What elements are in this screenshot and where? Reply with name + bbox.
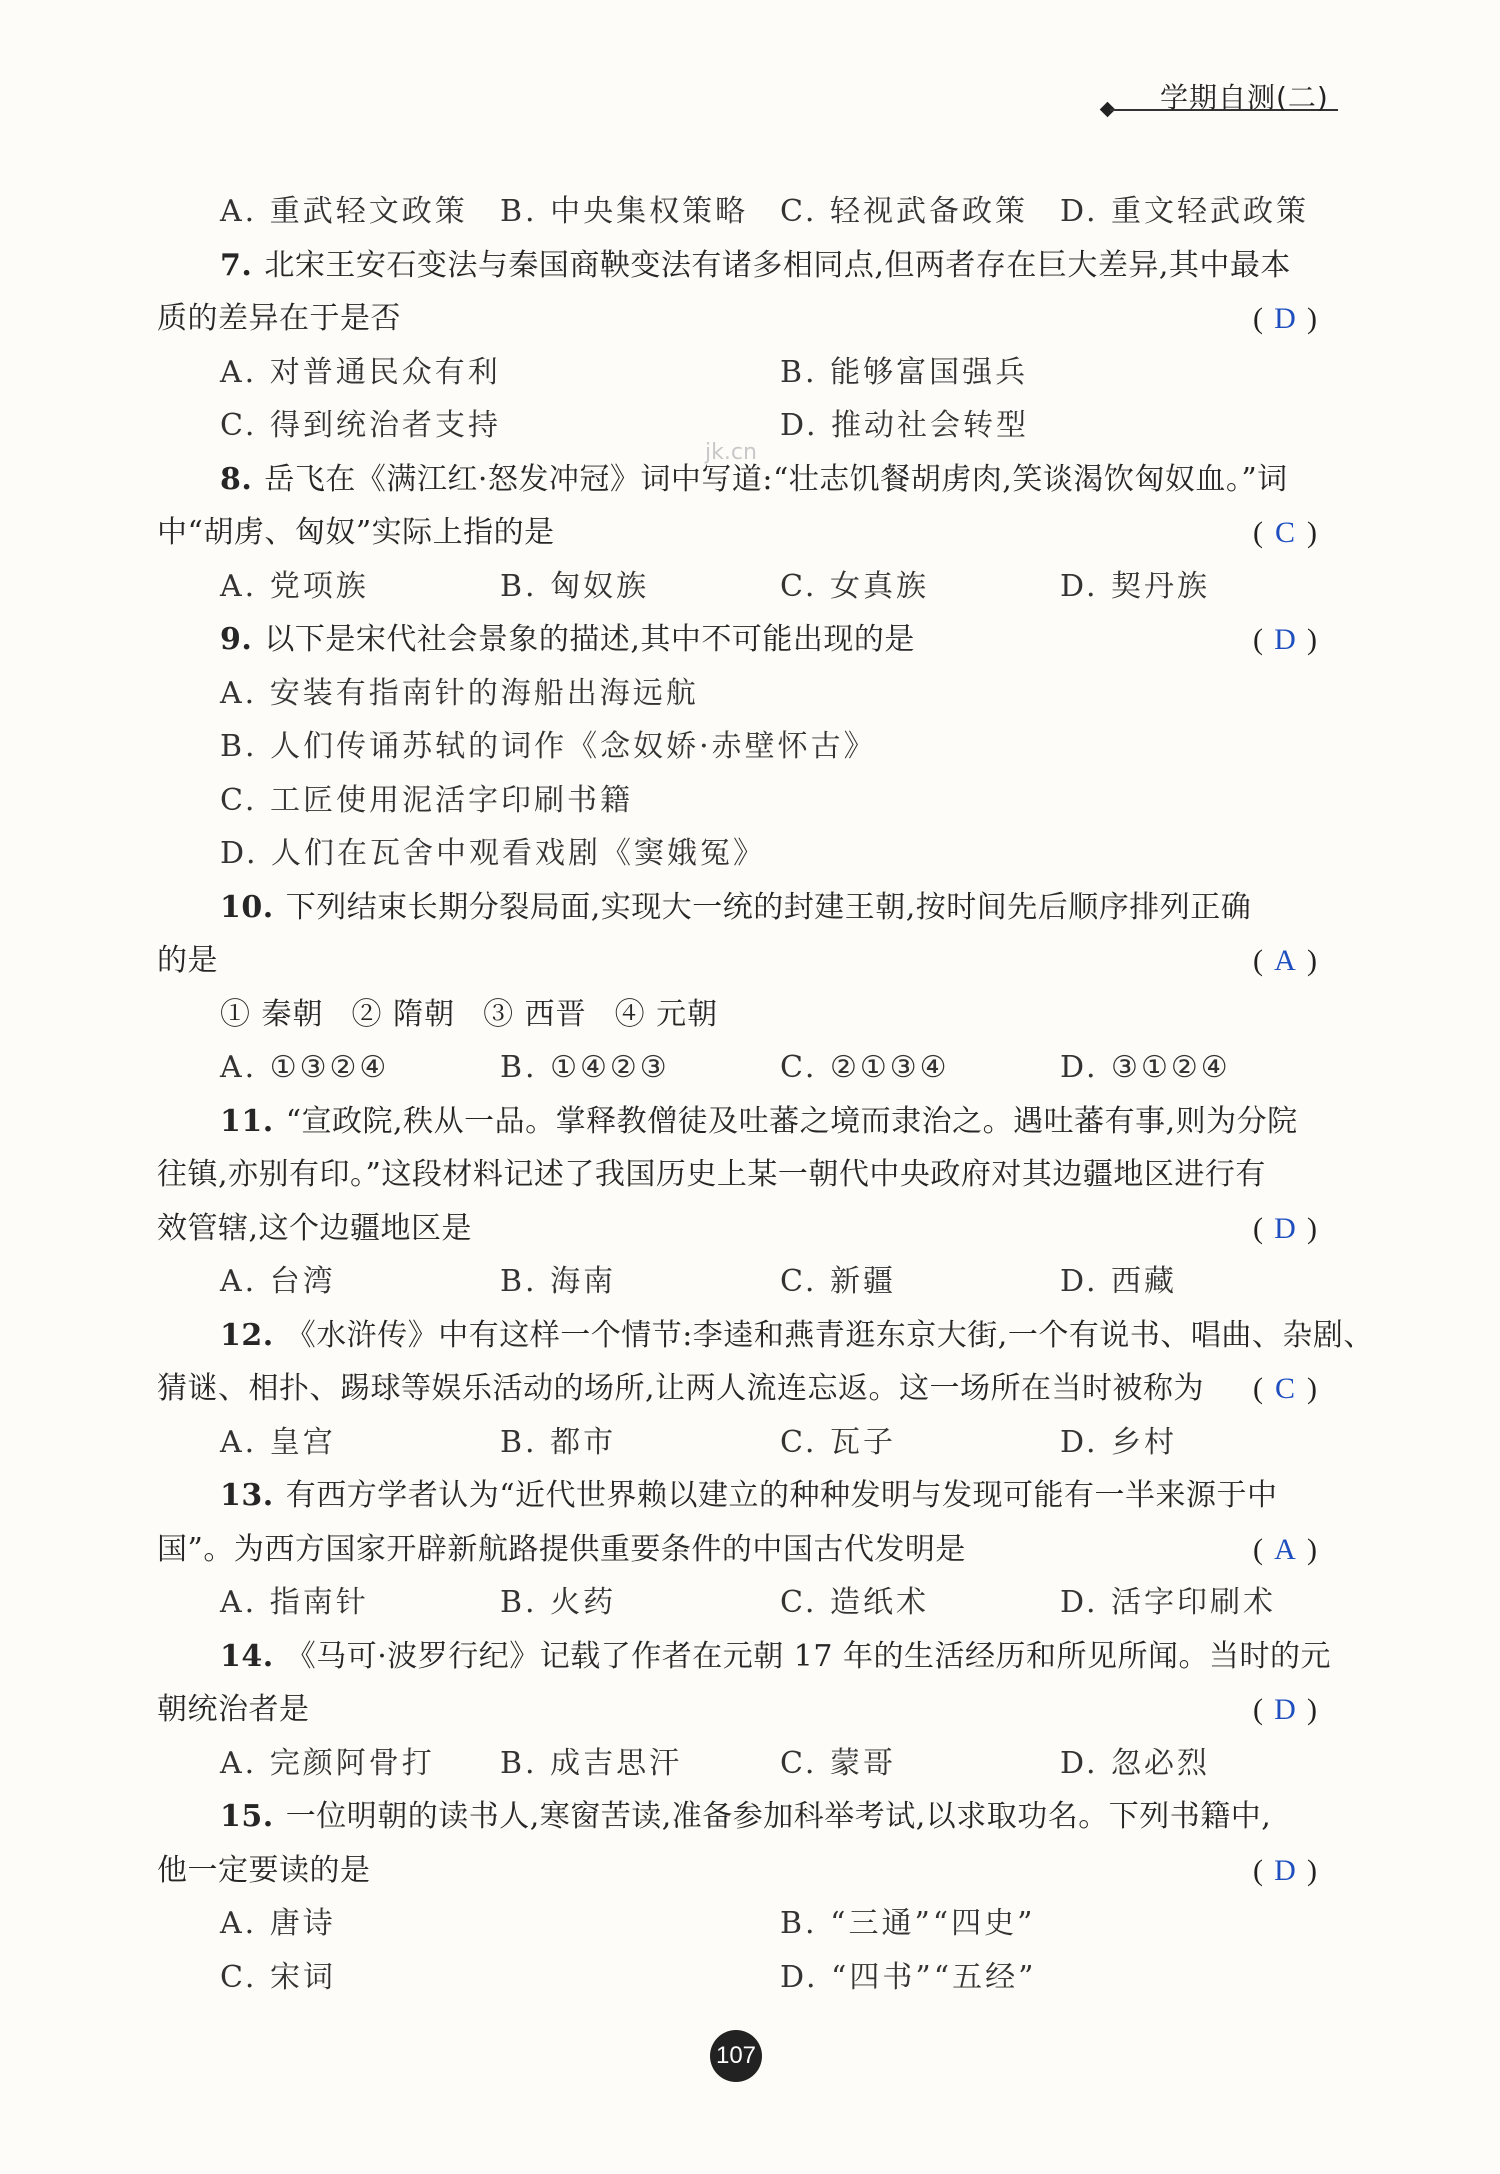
question-text: 北宋王安石变法与秦国商鞅变法有诸多相同点,但两者存在巨大差异,其中最本	[264, 247, 1291, 283]
question-text: 有西方学者认为“近代世界赖以建立的种种发明与发现可能有一半来源于中	[285, 1478, 1278, 1513]
answer-bracket: ( A )	[1253, 934, 1317, 988]
question-text: “宣政院,秩从一品。掌释教僧徒及吐蕃之境而隶治之。遇吐蕃有事,则为分院	[285, 1103, 1298, 1139]
answer-bracket: ( A )	[1253, 1523, 1317, 1577]
option-row	[157, 560, 1317, 614]
option: C. 造纸术	[780, 1585, 929, 1620]
option: B. 能够富国强兵	[780, 354, 1029, 390]
page-header	[1100, 74, 1340, 124]
question-text: 朝统治者是	[157, 1692, 310, 1727]
question-text: 的是	[157, 943, 218, 978]
watermark: jk.cn	[705, 440, 757, 465]
question-10	[157, 881, 1317, 935]
option: D. 活字印刷术	[1060, 1585, 1277, 1620]
option: A. 对普通民众有利	[220, 354, 501, 390]
option-row	[157, 1255, 1317, 1309]
answer-bracket: ( C )	[1253, 1362, 1317, 1416]
question-text-line	[157, 1202, 1317, 1256]
option: C. 女真族	[780, 568, 929, 604]
question-text: 质的差异在于是否	[157, 301, 401, 336]
option: D. “四书”“五经”	[780, 1959, 1037, 1995]
question-number: 13.	[220, 1478, 274, 1513]
answer-bracket: ( D )	[1253, 1683, 1317, 1737]
question-9	[157, 613, 1317, 667]
question-text: 效管辖,这个边疆地区是	[157, 1210, 473, 1246]
question-text: 国”。为西方国家开辟新航路提供重要条件的中国古代发明是	[157, 1531, 966, 1567]
option-row	[157, 720, 1317, 774]
option: C. 蒙哥	[780, 1745, 896, 1781]
answer-letter: D	[1274, 302, 1296, 335]
option: D. 忽必烈	[1060, 1745, 1211, 1781]
question-8	[157, 453, 1317, 507]
option: A. 唐诗	[220, 1906, 336, 1941]
option-row	[157, 1416, 1317, 1470]
option: C. 工匠使用泥活字印刷书籍	[220, 782, 633, 818]
option: A. 完颜阿骨打	[220, 1745, 435, 1781]
answer-letter: D	[1274, 623, 1296, 656]
question-text: 《水浒传》中有这样一个情节:李逵和燕青逛东京大街,一个有说书、唱曲、杂剧、	[285, 1317, 1374, 1353]
option-row	[157, 1951, 1317, 2005]
question-number: 10.	[220, 889, 274, 925]
answer-letter: A	[1274, 944, 1296, 977]
question-text: 《马可·波罗行纪》记载了作者在元朝 17 年的生活经历和所见所闻。当时的元	[285, 1638, 1331, 1674]
option-row	[157, 827, 1317, 881]
option-row	[157, 774, 1317, 828]
option: C. 宋词	[220, 1959, 336, 1995]
option: C. 轻视武备政策	[780, 194, 1028, 229]
question-text-line	[157, 1523, 1317, 1577]
option: A. ①③②④	[220, 1050, 390, 1085]
question-text: 他一定要读的是	[157, 1852, 371, 1888]
question-text: 岳飞在《满江红·怒发冲冠》词中写道:“壮志饥餐胡虏肉,笑谈渴饮匈奴血。”词	[264, 461, 1288, 497]
answer-bracket: ( D )	[1253, 292, 1317, 346]
question-text-line	[157, 506, 1317, 560]
option: C. 瓦子	[780, 1424, 896, 1460]
answer-letter: A	[1274, 1532, 1296, 1566]
option: D. 人们在瓦舍中观看戏剧《窦娥冤》	[220, 836, 767, 871]
question-7	[157, 239, 1317, 293]
question-text-line	[157, 1683, 1317, 1737]
question-text-line	[157, 1148, 1317, 1202]
option: A. 安装有指南针的海船出海远航	[220, 675, 699, 711]
option: B. “三通”“四史”	[780, 1906, 1036, 1941]
answer-bracket: ( D )	[1253, 1202, 1317, 1256]
option-row	[157, 1737, 1317, 1791]
answer-bracket: ( D )	[1253, 1844, 1317, 1898]
item: ③ 西晋	[483, 996, 587, 1032]
option: B. 匈奴族	[500, 568, 650, 604]
answer-bracket: ( D )	[1253, 613, 1317, 667]
option-row	[157, 399, 1317, 453]
question-number: 9.	[220, 622, 253, 657]
question-list	[157, 185, 1374, 2004]
option: B. ①④②③	[500, 1050, 670, 1085]
answer-letter: C	[1274, 1372, 1295, 1405]
answer-letter: D	[1274, 1693, 1296, 1726]
option: D. 契丹族	[1060, 568, 1211, 604]
question-text: 中“胡虏、匈奴”实际上指的是	[157, 515, 555, 550]
option: D. 西藏	[1060, 1264, 1178, 1299]
question-text: 以下是宋代社会景象的描述,其中不可能出现的是	[264, 622, 915, 657]
question-text-line	[157, 292, 1317, 346]
option: B. 都市	[500, 1424, 617, 1460]
option: C. ②①③④	[780, 1050, 950, 1085]
question-text-line	[157, 934, 1317, 988]
answer-letter: C	[1274, 516, 1295, 549]
option-row	[157, 1897, 1317, 1951]
option: B. 海南	[500, 1264, 617, 1299]
item: ② 隋朝	[351, 996, 456, 1032]
question-number: 14.	[220, 1638, 274, 1674]
question-number: 8.	[220, 461, 253, 497]
option: D. ③①②④	[1060, 1050, 1231, 1085]
option: D. 重文轻武政策	[1060, 194, 1310, 229]
option: B. 中央集权策略	[500, 194, 749, 229]
option: C. 得到统治者支持	[220, 408, 501, 443]
option: A. 皇宫	[220, 1424, 336, 1460]
question-14	[157, 1630, 1331, 1684]
question-11	[157, 1095, 1317, 1149]
question-text: 一位明朝的读书人,寒窗苦读,准备参加科举考试,以求取功名。下列书籍中,	[285, 1799, 1272, 1834]
option: A. 指南针	[220, 1585, 369, 1620]
option-row	[157, 346, 1317, 400]
question-13	[157, 1469, 1317, 1523]
answer-bracket: ( C )	[1253, 506, 1317, 560]
question-number: 11.	[220, 1103, 274, 1139]
question-number: 7.	[220, 247, 253, 283]
option: B. 成吉思汗	[500, 1745, 683, 1781]
option: A. 台湾	[220, 1264, 336, 1299]
option: D. 推动社会转型	[780, 408, 1030, 443]
item: ① 秦朝	[220, 996, 324, 1032]
item: ④ 元朝	[614, 996, 719, 1032]
question-text: 猜谜、相扑、踢球等娱乐活动的场所,让两人流连忘返。这一场所在当时被称为	[157, 1371, 1205, 1406]
option: C. 新疆	[780, 1264, 896, 1299]
question-text: 下列结束长期分裂局面,实现大一统的封建王朝,按时间先后顺序排列正确	[285, 889, 1252, 925]
option: B. 人们传诵苏轼的词作《念奴娇·赤壁怀古》	[220, 729, 877, 764]
option-row	[157, 1041, 1317, 1095]
question-text-line	[157, 1844, 1317, 1898]
page-number: 107	[710, 2030, 762, 2082]
question-number: 15.	[220, 1799, 274, 1834]
item-list	[157, 988, 1317, 1042]
option-row	[157, 185, 1317, 239]
question-15	[157, 1790, 1317, 1844]
answer-letter: D	[1274, 1853, 1296, 1887]
question-text-line	[157, 1362, 1317, 1416]
answer-letter: D	[1274, 1211, 1296, 1245]
option-row	[157, 667, 1317, 721]
question-text: 往镇,亦别有印。”这段材料记述了我国历史上某一朝代中央政府对其边疆地区进行有	[157, 1157, 1266, 1192]
question-number: 12.	[220, 1317, 274, 1353]
option-row	[157, 1576, 1317, 1630]
question-12	[157, 1309, 1374, 1363]
option: A. 党项族	[220, 568, 369, 604]
option: A. 重武轻文政策	[220, 194, 468, 229]
section-title: 学期自测(二)	[1160, 81, 1329, 114]
option: B. 火药	[500, 1585, 617, 1620]
option: D. 乡村	[1060, 1424, 1178, 1460]
